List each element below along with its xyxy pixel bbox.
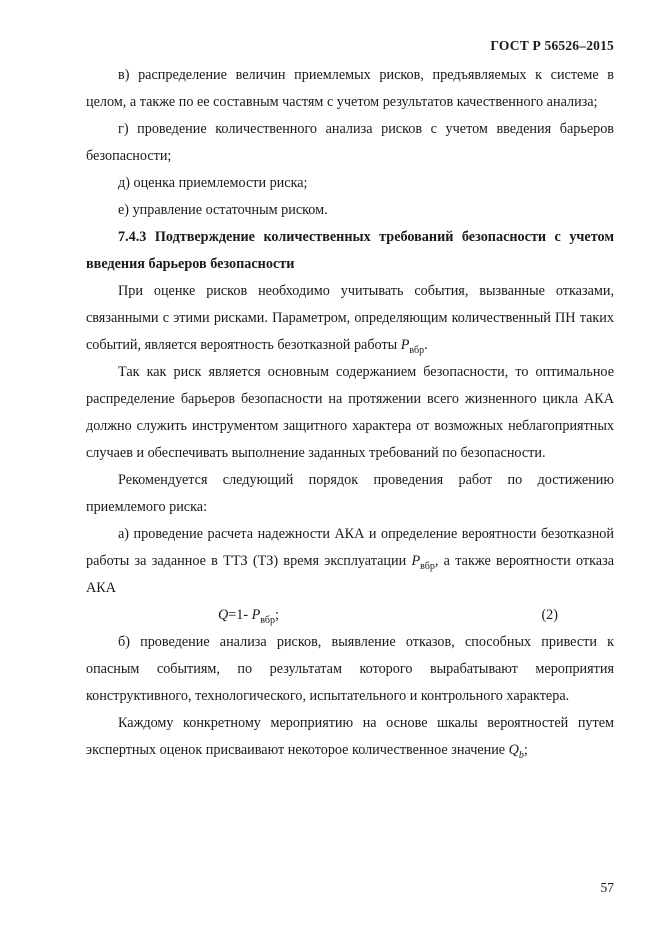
- section-heading: 7.4.3 Подтверждение количественных требований безопасности с учетом введения барьеров безопасности: [86, 229, 614, 272]
- value-subscript: b: [518, 749, 524, 761]
- formula-expression: [218, 602, 279, 629]
- probability-symbol: P: [400, 337, 410, 353]
- list-item-d: д) оценка приемлемости риска;: [118, 175, 308, 191]
- paragraph-text: Каждому конкретному мероприятию на основе шкалы вероятностей путем экспертных оценок присваивают некоторое количественное значение: [86, 715, 614, 758]
- formula-operator: =1-: [228, 607, 252, 623]
- page-body: [86, 62, 614, 764]
- document-code-header: ГОСТ Р 56526–2015: [490, 38, 614, 53]
- page-number: 57: [600, 880, 614, 895]
- formula-symbol: P: [251, 607, 261, 623]
- probability-symbol: P: [411, 553, 421, 569]
- formula-2: [86, 602, 614, 629]
- list-item-text: а) проведение расчета надежности АКА и определение вероятности безотказной работы за заданное в ТТЗ (ТЗ) время эксплуатации: [86, 526, 614, 569]
- list-item-end: , а также вероятности отказа АКА: [86, 553, 614, 596]
- list-item-a: [86, 521, 614, 602]
- formula-number: (2): [541, 607, 558, 623]
- paragraph-recommended-order: Рекомендуется следующий порядок проведения работ по достижению приемлемого риска:: [86, 472, 614, 515]
- value-symbol: Q: [508, 742, 519, 758]
- paragraph-end: .: [424, 337, 428, 353]
- paragraph-expert-assessment: [86, 710, 614, 764]
- paragraph-end: ;: [523, 742, 528, 758]
- probability-subscript: вбр: [409, 344, 425, 356]
- formula-subscript: вбр: [260, 614, 275, 626]
- probability-subscript: вбр: [420, 560, 435, 572]
- list-item-e: е) управление остаточным риском.: [118, 202, 328, 218]
- list-item-v: в) распределение величин приемлемых рисков, предъявляемых к системе в целом, а также по ее составным частям с учетом результатов качественного анализа;: [86, 67, 614, 110]
- list-item-g: г) проведение количественного анализа рисков с учетом введения барьеров безопасности;: [86, 121, 614, 164]
- formula-lhs: Q: [218, 607, 229, 623]
- paragraph-risk-barriers: Так как риск является основным содержанием безопасности, то оптимальное распределение барьеров безопасности на протяжении всего жизненного цикла АКА должно служить инструментом защитного характера от возможных неблагоприятных случаев и обеспечивать выполнение заданных требований по безопасности.: [86, 364, 614, 461]
- paragraph-failure-events: [86, 278, 614, 359]
- list-item-b: б) проведение анализа рисков, выявление отказов, способных привести к опасным событиям, по результатам которого вырабатывают мероприятия конструктивного, технологического, испытательного и контрольного характера.: [86, 634, 614, 704]
- formula-end: ;: [274, 607, 279, 623]
- paragraph-text: При оценке рисков необходимо учитывать события, вызванные отказами, связанными с этими рисками. Параметром, определяющим количественный ПН таких событий, является вероятность безотказной работы: [86, 283, 614, 353]
